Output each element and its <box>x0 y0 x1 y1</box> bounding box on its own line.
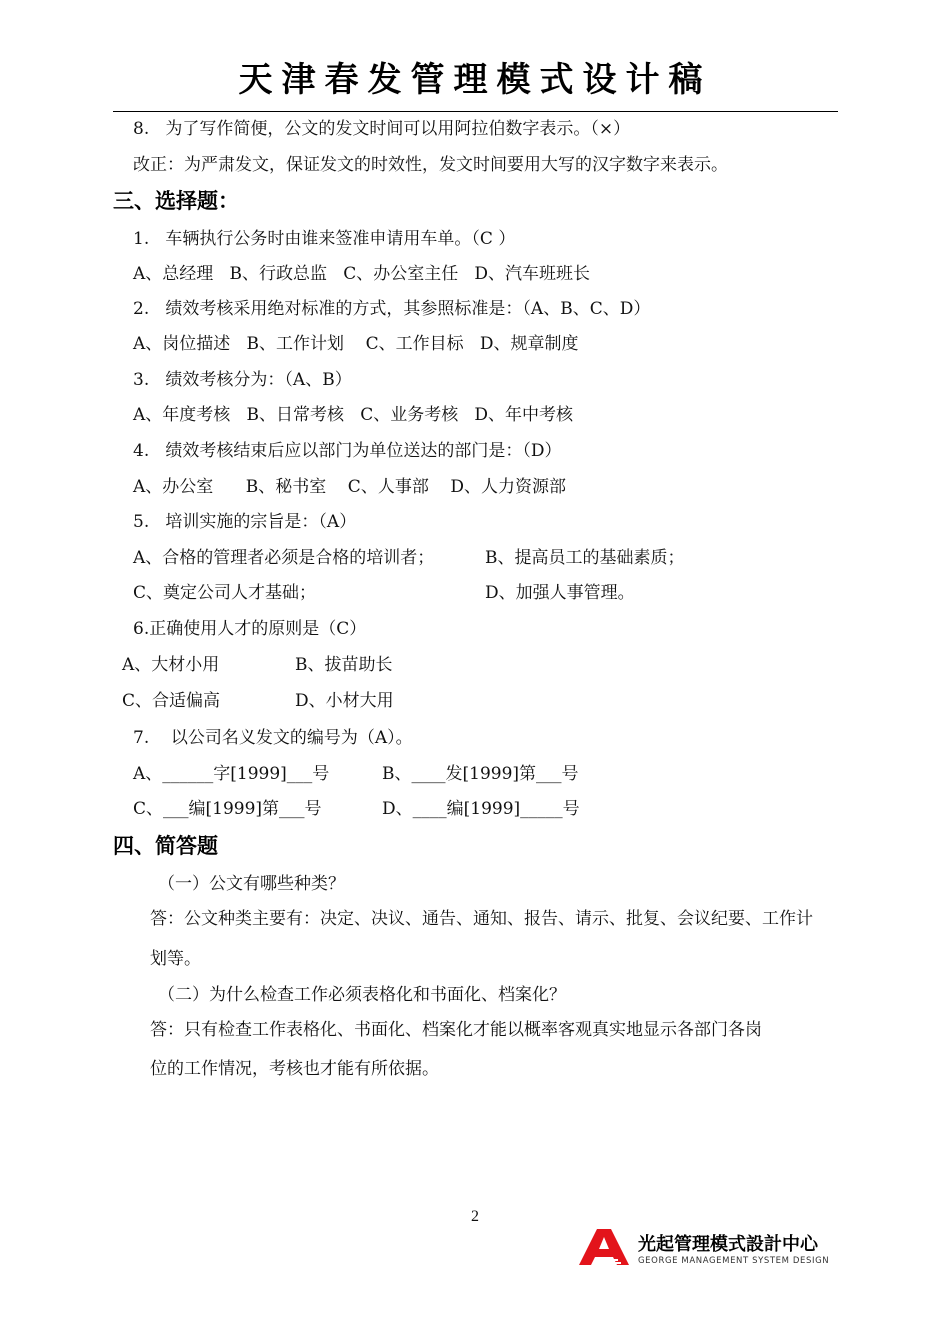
choice-question-5-option-d: D、加强人事管理。 <box>485 583 635 603</box>
choice-question-7-option-c: C、___编[1999]第___号 <box>133 799 322 819</box>
section-4-heading: 四、简答题 <box>113 834 218 858</box>
short-answer-1-line-1: 答：公文种类主要有：决定、决议、通告、通知、报告、请示、批复、会议纪要、工作计 <box>150 909 813 929</box>
choice-question-6-option-a: A、大材小用 <box>122 655 220 675</box>
header-divider <box>113 111 838 112</box>
short-question-1: （一）公文有哪些种类？ <box>158 874 345 894</box>
choice-question-7: 7. 以公司名义发文的编号为（A）。 <box>133 728 413 748</box>
choice-question-5-option-b: B、提高员工的基础素质； <box>485 548 685 568</box>
choice-question-1: 1. 车辆执行公务时由谁来签准申请用车单。（C ） <box>133 229 516 249</box>
short-answer-2-line-2: 位的工作情况，考核也才能有所依据。 <box>150 1059 439 1079</box>
company-logo-icon <box>578 1228 632 1266</box>
short-answer-2-line-1: 答：只有检查工作表格化、书面化、档案化才能以概率客观真实地显示各部门各岗 <box>150 1020 762 1040</box>
choice-question-5: 5. 培训实施的宗旨是：（A） <box>133 512 357 532</box>
choice-question-6-option-c: C、合适偏高 <box>122 691 221 711</box>
logo-english-text: GEORGE MANAGEMENT SYSTEM DESIGN <box>638 1256 830 1266</box>
choice-question-7-option-a: A、______字[1999]___号 <box>133 764 330 784</box>
choice-question-5-option-a: A、合格的管理者必须是合格的培训者； <box>133 548 435 568</box>
choice-question-2: 2. 绩效考核采用绝对标准的方式，其参照标准是：（A、B、C、D） <box>133 299 651 319</box>
choice-question-3-options: A、年度考核 B、日常考核 C、业务考核 D、年中考核 <box>133 405 574 425</box>
short-question-2: （二）为什么检查工作必须表格化和书面化、档案化？ <box>158 985 566 1005</box>
choice-question-7-option-b: B、____发[1999]第___号 <box>382 764 579 784</box>
section-3-heading: 三、选择题： <box>113 189 239 213</box>
choice-question-6: 6.正确使用人才的原则是（C） <box>133 619 367 639</box>
choice-question-5-option-c: C、奠定公司人才基础； <box>133 583 317 603</box>
choice-question-4-options: A、办公室 B、秘书室 C、人事部 D、人力资源部 <box>133 477 567 497</box>
choice-question-6-option-b: B、拔苗助长 <box>295 655 393 675</box>
choice-question-7-option-d: D、____编[1999]_____号 <box>382 799 580 819</box>
question-8: 8. 为了写作简便，公文的发文时间可以用阿拉伯数字表示。（×） <box>133 119 631 139</box>
short-answer-1-line-2: 划等。 <box>150 949 201 969</box>
choice-question-6-option-d: D、小材大用 <box>295 691 394 711</box>
choice-question-1-options: A、总经理 B、行政总监 C、办公室主任 D、汽车班班长 <box>133 264 591 284</box>
choice-question-4: 4. 绩效考核结束后应以部门为单位送达的部门是：（D） <box>133 441 562 461</box>
choice-question-2-options: A、岗位描述 B、工作计划 C、工作目标 D、规章制度 <box>133 334 579 354</box>
logo-name-text: 光起管理模式設計中心 <box>638 1234 818 1255</box>
page-number: 2 <box>471 1208 479 1225</box>
footer-logo <box>578 1228 840 1268</box>
question-8-correction: 改正：为严肃发文，保证发文的时效性，发文时间要用大写的汉字数字来表示。 <box>133 155 728 175</box>
choice-question-3: 3. 绩效考核分为：（A、B） <box>133 370 352 390</box>
page-title: 天津春发管理模式设计稿 <box>238 60 712 100</box>
